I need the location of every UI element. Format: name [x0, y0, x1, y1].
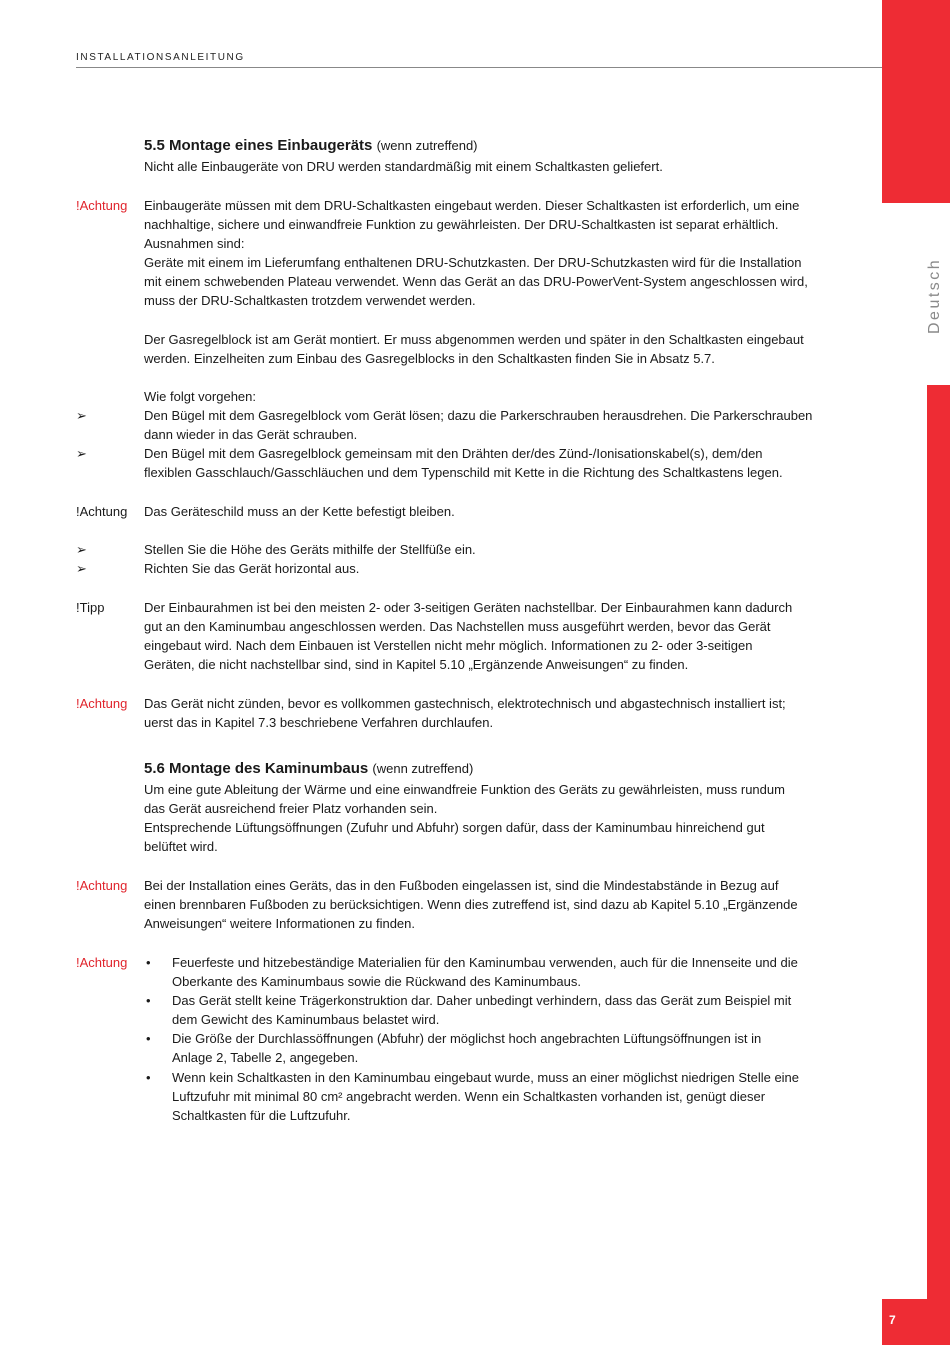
paragraph-line: einen brennbaren Fußboden zu berücksichtigen. Wenn dies zutreffend ist, sind dazu ab Kapitel 5.10 „Ergänzende	[144, 897, 798, 912]
tip-label: !Tipp	[76, 600, 105, 615]
bullet-dot-icon: •	[146, 955, 151, 970]
paragraph-line: Geräte mit einem im Lieferumfang enthaltenen DRU-Schutzkasten. Der DRU-Schutzkasten wird für die Installation	[144, 255, 802, 270]
arrow-bullet-icon: ➢	[76, 408, 87, 423]
paragraph-line: das Gerät ausreichend freier Platz vorhanden sein.	[144, 801, 438, 816]
paragraph-line: nachhaltige, sichere und einwandfreie Funktion zu gewährleisten. Der DRU-Schaltkasten ist separat erhältlich.	[144, 217, 779, 232]
section-qualifier: (wenn zutreffend)	[376, 138, 478, 153]
arrow-bullet-icon: ➢	[76, 561, 87, 576]
bullet-line: Luftzufuhr mit minimal 80 cm² angebracht werden. Wenn ein Schaltkasten vorhanden ist, genügt dieser	[172, 1089, 766, 1104]
running-header: INSTALLATIONSANLEITUNG	[76, 52, 245, 63]
warning-label: !Achtung	[76, 696, 128, 711]
paragraph-line: Geräten, die nicht nachstellbar sind, sind in Kapitel 5.10 „Ergänzende Anweisungen“ zu finden.	[144, 657, 689, 672]
paragraph-line: belüftet wird.	[144, 839, 218, 854]
bullet-line: Anlage 2, Tabelle 2, angegeben.	[172, 1050, 359, 1065]
paragraph-line: Um eine gute Ableitung der Wärme und eine einwandfreie Funktion des Geräts zu gewährleisten, muss rundum	[144, 782, 785, 797]
paragraph-line: uerst das in Kapitel 7.3 beschriebene Verfahren durchlaufen.	[144, 715, 494, 730]
bullet-line: dem Gewicht des Kaminumbaus belastet wird.	[172, 1012, 440, 1027]
warning-label: !Achtung	[76, 504, 128, 519]
paragraph-line: Ausnahmen sind:	[144, 236, 245, 251]
paragraph-line: Einbaugeräte müssen mit dem DRU-Schaltkasten eingebaut werden. Dieser Schaltkasten ist erforderlich, um eine	[144, 198, 800, 213]
paragraph-line: muss der DRU-Schaltkasten trotzdem verwendet werden.	[144, 293, 476, 308]
step-line: Den Bügel mit dem Gasregelblock gemeinsam mit den Drähten der/des Zünd-/Ionisationskabel(s), dem/den	[144, 446, 763, 461]
bullet-dot-icon: •	[146, 1031, 151, 1046]
bullet-line: Das Gerät stellt keine Trägerkonstruktion dar. Daher unbedingt verhindern, dass das Gerät zum Beispiel mit	[172, 993, 792, 1008]
paragraph-line: Das Gerät nicht zünden, bevor es vollkommen gastechnisch, elektrotechnisch und abgastechnisch installiert ist;	[144, 696, 786, 711]
bullet-line: Wenn kein Schaltkasten in den Kaminumbau eingebaut wurde, muss an einer möglichst niedrigen Stelle eine	[172, 1070, 800, 1085]
step-line: Stellen Sie die Höhe des Geräts mithilfe der Stellfüße ein.	[144, 542, 476, 557]
bullet-line: Die Größe der Durchlassöffnungen (Abfuhr) der möglichst hoch angebrachten Lüftungsöffnungen ist in	[172, 1031, 762, 1046]
red-tab-side	[927, 385, 950, 1345]
header-rule	[76, 67, 882, 68]
paragraph-line: Bei der Installation eines Geräts, das in den Fußboden eingelassen ist, sind die Mindestabstände in Bezug auf	[144, 878, 779, 893]
section-qualifier: (wenn zutreffend)	[372, 761, 474, 776]
paragraph-line: Entsprechende Lüftungsöffnungen (Zufuhr und Abfuhr) sorgen dafür, dass der Kaminumbau hinreichend gut	[144, 820, 765, 835]
paragraph-line: werden. Einzelheiten zum Einbau des Gasregelblocks in den Schaltkasten finden Sie in Absatz 5.7.	[144, 351, 715, 366]
step-line: flexiblen Gasschlauch/Gasschläuchen und dem Typenschild mit Kette in die Richtung des Schaltkastens legen.	[144, 465, 783, 480]
page-number: 7	[889, 1313, 896, 1327]
step-line: dann wieder in das Gerät schrauben.	[144, 427, 358, 442]
step-line: Richten Sie das Gerät horizontal aus.	[144, 561, 360, 576]
steps-intro: Wie folgt vorgehen:	[144, 389, 257, 404]
paragraph-line: Der Einbaurahmen ist bei den meisten 2- oder 3-seitigen Geräten nachstellbar. Der Einbaurahmen kann dadurch	[144, 600, 793, 615]
bullet-dot-icon: •	[146, 1070, 151, 1085]
step-line: Den Bügel mit dem Gasregelblock vom Gerät lösen; dazu die Parkerschrauben herausdrehen. Die Parkerschrauben	[144, 408, 813, 423]
bullet-dot-icon: •	[146, 993, 151, 1008]
section-title: 5.5 Montage eines Einbaugeräts	[144, 137, 373, 154]
section-intro: Nicht alle Einbaugeräte von DRU werden standardmäßig mit einem Schaltkasten geliefert.	[144, 159, 663, 174]
paragraph-line: Das Geräteschild muss an der Kette befestigt bleiben.	[144, 504, 455, 519]
warning-label: !Achtung	[76, 878, 128, 893]
section-5-5-heading	[144, 137, 478, 154]
bullet-line: Feuerfeste und hitzebeständige Materialien für den Kaminumbau verwenden, auch für die Innenseite und die	[172, 955, 798, 970]
arrow-bullet-icon: ➢	[76, 446, 87, 461]
paragraph-line: Der Gasregelblock ist am Gerät montiert. Er muss abgenommen werden und später in den Schaltkasten eingebaut	[144, 332, 804, 347]
warning-label: !Achtung	[76, 198, 128, 213]
red-tab-top	[882, 0, 950, 203]
paragraph-line: Anweisungen“ weitere Informationen zu finden.	[144, 916, 415, 931]
paragraph-line: mit einem schwebenden Plateau verwendet. Wenn das Gerät an das DRU-PowerVent-System angeschlossen wird,	[144, 274, 808, 289]
section-title: 5.6 Montage des Kaminumbaus	[144, 760, 369, 777]
section-5-6-heading	[144, 760, 473, 777]
paragraph-line: gut an den Kaminumbau angeschlossen werden. Das Nachstellen muss ausgeführt werden, bevor das Gerät	[144, 619, 771, 634]
side-language-label: Deutsch	[926, 257, 943, 334]
paragraph-line: eingebaut wird. Nach dem Einbauen ist Verstellen nicht mehr möglich. Informationen zu 2- oder 3-seitigen	[144, 638, 753, 653]
bullet-line: Oberkante des Kaminumbaus sowie die Rückwand des Kaminumbaus.	[172, 974, 581, 989]
bullet-line: Schaltkasten für die Luftzufuhr.	[172, 1108, 351, 1123]
warning-label: !Achtung	[76, 955, 128, 970]
arrow-bullet-icon: ➢	[76, 542, 87, 557]
